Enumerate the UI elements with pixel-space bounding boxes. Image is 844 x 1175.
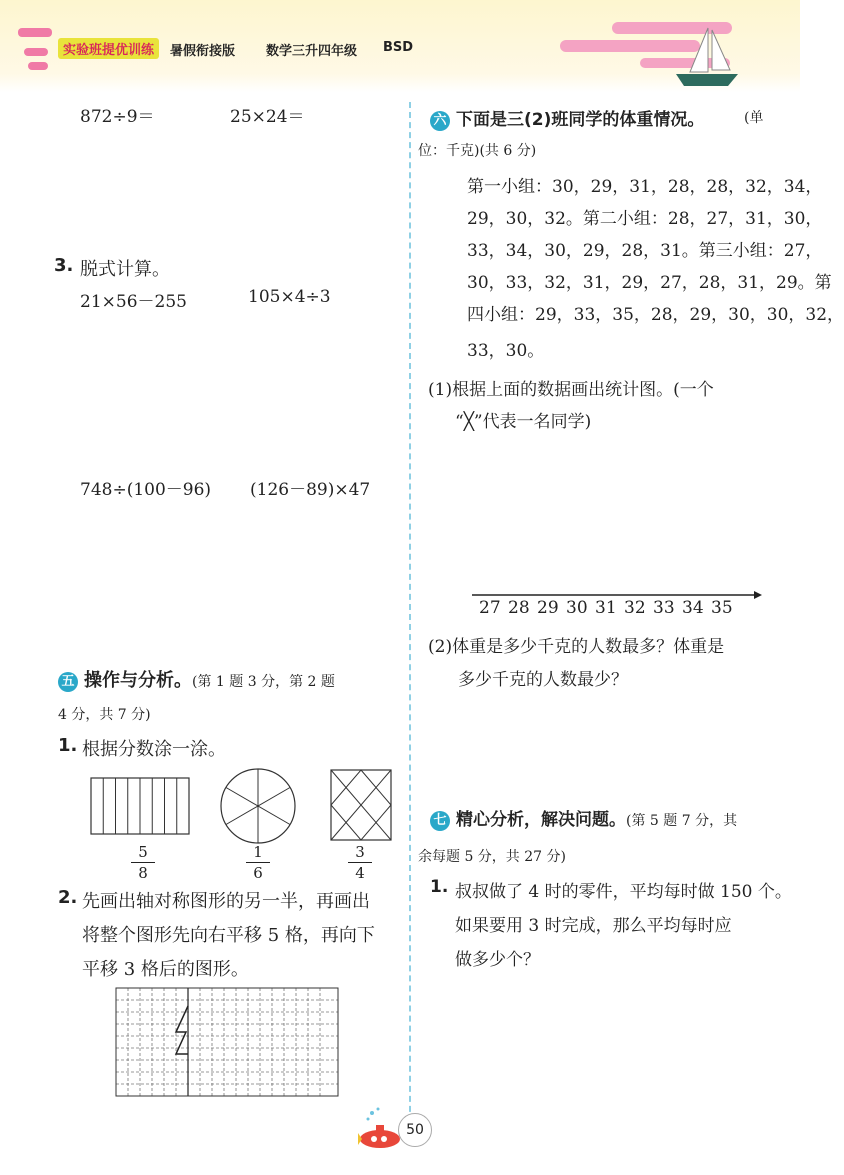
axis-label-29: 29 [537, 598, 559, 618]
data-line-1: 第一小组：30，29，31，28，28，32，34， [467, 177, 823, 197]
problem-1-number: 1. [430, 877, 449, 897]
calc-q3-b: 105×4÷3 [248, 287, 331, 307]
data-line-6: 33，30。 [467, 341, 545, 361]
question-2-number: 2. [58, 887, 78, 908]
fraction-3-4 [348, 843, 372, 882]
section-7-icon: 七 [430, 811, 450, 831]
data-line-3: 33，34，30，29，28，31。第三小组：27， [467, 241, 823, 261]
section-6-unit-b: 位：千克)(共 6 分) [418, 143, 537, 159]
calc-q3-a: 21×56－255 [80, 292, 187, 312]
section-5-score-line2: 4 分，共 7 分) [58, 707, 151, 723]
half-shape [176, 1006, 188, 1054]
section-6-icon: 六 [430, 111, 450, 131]
edition-label: BSD [383, 40, 414, 55]
subject-label: 数学三升四年级 [266, 44, 358, 59]
part-2-line1: (2)体重是多少千克的人数最多？体重是 [428, 637, 725, 657]
section-7-heading [430, 805, 737, 831]
section-7-title: 精心分析，解决问题。 [456, 810, 626, 830]
section-7-score-line2: 余每题 5 分，共 27 分) [418, 849, 566, 865]
question-2-line3: 平移 3 格后的图形。 [82, 959, 249, 980]
question-1-number: 1. [58, 735, 78, 756]
axis-label-30: 30 [566, 598, 588, 618]
axis-label-31: 31 [595, 598, 617, 618]
column-divider [409, 102, 411, 1132]
calc-25-times-24: 25×24＝ [230, 107, 305, 127]
brand-label: 实验班提优训练 [58, 38, 159, 59]
section-6-heading [430, 105, 704, 131]
data-line-2: 29，30，32。第二小组：28，27，31，30， [467, 209, 823, 229]
problem-1-line3: 做多少个？ [455, 950, 540, 970]
calc-q3-c: 748÷(100－96) [80, 480, 212, 500]
question-2-line2: 将整个图形先向右平移 5 格，再向下 [82, 925, 375, 946]
fraction-3-4-denominator: 4 [355, 864, 365, 882]
section-5-score-line1: (第 1 题 3 分，第 2 题 [192, 674, 335, 690]
part-1-line1: (1)根据上面的数据画出统计图。(一个 [428, 380, 714, 400]
fraction-5-8-numerator: 5 [138, 843, 148, 861]
problem-1-line2: 如果要用 3 时完成，那么平均每时应 [455, 916, 732, 936]
axis-label-34: 34 [682, 598, 704, 618]
page-header [0, 0, 800, 92]
question-2-line1: 先画出轴对称图形的另一半，再画出 [82, 891, 370, 912]
axis-label-27: 27 [479, 598, 501, 618]
axis-label-33: 33 [653, 598, 675, 618]
question-3-number: 3. [54, 255, 74, 276]
fraction-5-8 [131, 843, 155, 882]
section-6-unit-a: (单 [744, 110, 764, 126]
axis-label-28: 28 [508, 598, 530, 618]
data-line-4: 30，33，32，31，29，27，28，31，29。第 [467, 273, 832, 293]
question-3-title: 脱式计算。 [80, 259, 170, 280]
series-label: 暑假衔接版 [170, 44, 236, 59]
data-line-5: 四小组：29，33，35，28，29，30，30，32， [467, 305, 844, 325]
section-7-score-line1: (第 5 题 7 分，其 [626, 813, 738, 829]
arrow-right-icon [754, 591, 762, 599]
fraction-1-6-denominator: 6 [253, 864, 263, 882]
section-5-icon: 五 [58, 672, 78, 692]
circle-sixths [221, 769, 295, 843]
question-1-text: 根据分数涂一涂。 [82, 739, 226, 760]
fraction-5-8-denominator: 8 [138, 864, 148, 882]
section-5-heading [58, 666, 335, 692]
rectangle-eighths [91, 778, 189, 834]
axis-label-35: 35 [711, 598, 733, 618]
page-number: 50 [398, 1113, 432, 1147]
problem-1-line1: 叔叔做了 4 时的零件，平均每时做 150 个。 [455, 882, 792, 902]
fraction-3-4-numerator: 3 [355, 843, 365, 861]
section-6-title: 下面是三(2)班同学的体重情况。 [456, 110, 705, 130]
fraction-shapes [88, 766, 398, 846]
symmetry-grid [114, 986, 340, 1098]
calc-q3-d: (126－89)×47 [250, 480, 371, 500]
square-quarters [331, 770, 391, 840]
axis-label-32: 32 [624, 598, 646, 618]
calc-872-div-9: 872÷9＝ [80, 107, 155, 127]
sailboat-icon [676, 28, 738, 86]
section-5-title: 操作与分析。 [84, 670, 192, 691]
part-1-line2: “╳”代表一名同学) [455, 412, 592, 432]
part-2-line2: 多少千克的人数最少？ [458, 670, 628, 690]
fraction-1-6-numerator: 1 [253, 843, 263, 861]
fraction-1-6 [246, 843, 270, 882]
